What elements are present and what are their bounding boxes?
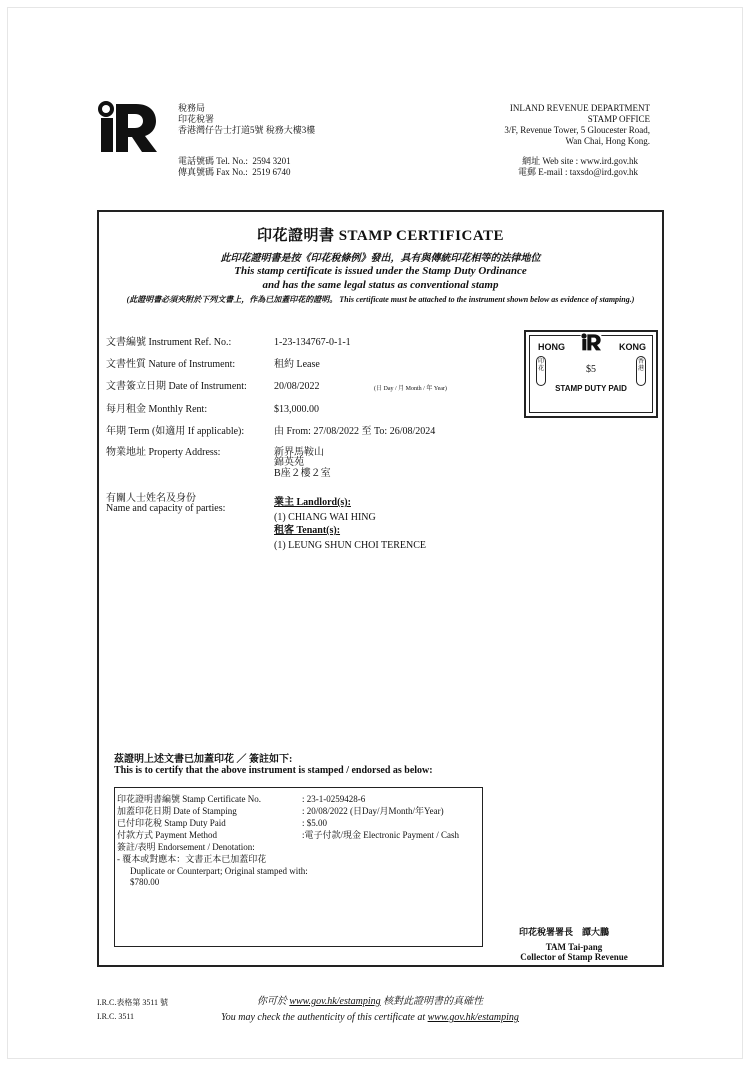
estamping-link-cn[interactable]: www.gov.hk/estamping bbox=[289, 996, 381, 1007]
certify-statement-cn: 茲證明上述文書已加蓋印花 ／ 簽註如下: bbox=[114, 754, 293, 765]
dept-en-line-1: INLAND REVENUE DEPARTMENT bbox=[509, 103, 650, 113]
dept-cn-line-2: 印花稅署 bbox=[178, 114, 215, 124]
field-label-nature: 文書性質 Nature of Instrument: bbox=[106, 359, 236, 370]
fax-label: 傳真號碼 Fax No.: bbox=[178, 167, 248, 177]
field-value-rent: $13,000.00 bbox=[274, 404, 319, 415]
field-value-address bbox=[274, 446, 331, 480]
landlord-1: (1) CHIANG WAI HING bbox=[274, 512, 376, 523]
address-en-line-1: 3/F, Revenue Tower, 5 Gloucester Road, bbox=[504, 125, 650, 135]
estamping-link-en[interactable]: www.gov.hk/estamping bbox=[427, 1012, 519, 1023]
address-line-2: 錦英苑 bbox=[274, 457, 304, 468]
stamp-certificate-box bbox=[97, 210, 664, 967]
parties-label-cn: 有關人士姓名及身份 bbox=[106, 493, 196, 504]
field-value-ref-no: 1-23-134767-0-1-1 bbox=[274, 337, 351, 348]
certificate-subtitle-en-2: and has the same legal status as conventional stamp bbox=[262, 279, 499, 291]
web-line: 網址 Web site : www.ird.gov.hk bbox=[522, 156, 638, 166]
address-cn: 香港灣仔告士打道5號 稅務大樓3樓 bbox=[178, 125, 316, 135]
field-value-nature: 租約 Lease bbox=[274, 359, 320, 370]
attach-note-en: This certificate must be attached to the instrument shown below as evidence of stamping.) bbox=[337, 295, 635, 304]
certificate-title: 印花證明書 STAMP CERTIFICATE bbox=[256, 228, 505, 244]
endorsement-line-1: - 覆本或對應本：文書正本已加蓋印花 bbox=[117, 854, 267, 864]
stamp-seal-right: 香港 bbox=[636, 356, 646, 386]
address-line-1: 新界馬鞍山 bbox=[274, 447, 324, 458]
verify-note-en bbox=[180, 1011, 560, 1025]
landlord-label: 業主 Landlord(s): bbox=[274, 497, 351, 508]
field-label-rent: 每月租金 Monthly Rent: bbox=[106, 404, 208, 415]
stamp-value: $5 bbox=[586, 364, 596, 375]
tenant-label: 租客 Tenant(s): bbox=[274, 525, 341, 536]
detail-label-cert-no: 印花證明書編號 Stamp Certificate No. bbox=[117, 794, 261, 804]
signer-title: Collector of Stamp Revenue bbox=[520, 952, 628, 962]
stamp-paid-label: STAMP DUTY PAID bbox=[555, 384, 627, 393]
tel-value: 2594 3201 bbox=[252, 156, 291, 166]
fax-value: 2519 6740 bbox=[252, 167, 291, 177]
form-number-en: I.R.C. 3511 bbox=[97, 1012, 135, 1021]
stamp-seal-left: 印花 bbox=[536, 356, 546, 386]
dept-cn-line-1: 稅務局 bbox=[178, 103, 206, 113]
detail-label-duty: 已付印花稅 Stamp Duty Paid bbox=[117, 818, 226, 828]
ird-logo bbox=[96, 100, 158, 154]
verify-note-cn-suffix: 核對此證明書的真確性 bbox=[380, 996, 484, 1007]
field-label-address: 物業地址 Property Address: bbox=[106, 447, 221, 458]
endorsement-line-3: $780.00 bbox=[130, 877, 160, 887]
stamp-ird-logo-icon bbox=[580, 333, 602, 351]
detail-value-cert-no: : 23-1-0259428-6 bbox=[302, 794, 366, 804]
stamp-kong: KONG bbox=[619, 342, 646, 352]
detail-label-payment: 付款方式 Payment Method bbox=[117, 830, 217, 840]
attach-note-cn: (此證明書必須夾附於下列文書上，作為已加蓋印花的證明。 bbox=[126, 295, 338, 304]
contact-phones bbox=[178, 156, 291, 178]
verify-note-en-prefix: You may check the authenticity of this certificate at bbox=[221, 1012, 428, 1023]
date-format-hint: (日 Day / 月 Month / 年 Year) bbox=[374, 386, 447, 392]
certificate-subtitle-en-1: This stamp certificate is issued under the Stamp Duty Ordinance bbox=[234, 265, 527, 277]
email-line: 電郵 E-mail : taxsdo@ird.gov.hk bbox=[518, 167, 638, 177]
detail-label-date: 加蓋印花日期 Date of Stamping bbox=[117, 806, 237, 816]
signer-name: TAM Tai-pang bbox=[545, 942, 603, 952]
stamping-details-box bbox=[114, 787, 483, 947]
contact-web bbox=[470, 156, 638, 178]
verify-note-cn bbox=[180, 995, 560, 1009]
address-en-line-2: Wan Chai, Hong Kong. bbox=[565, 136, 650, 146]
endorsement-label: 簽註/表明 Endorsement / Denotation: bbox=[117, 842, 255, 852]
field-label-ref-no: 文書編號 Instrument Ref. No.: bbox=[106, 337, 232, 348]
detail-value-duty: : $5.00 bbox=[302, 818, 328, 828]
address-line-3: B座２樓２室 bbox=[274, 468, 331, 479]
certify-statement-en: This is to certify that the above instrument is stamped / endorsed as below: bbox=[114, 765, 433, 776]
form-number-cn: I.R.C.表格第 3511 號 bbox=[97, 998, 169, 1007]
parties-values bbox=[274, 496, 426, 552]
dept-en-line-2: STAMP OFFICE bbox=[587, 114, 650, 124]
verify-note-cn-prefix: 你可於 bbox=[256, 996, 290, 1007]
detail-value-payment: :電子付款/現金 Electronic Payment / Cash bbox=[302, 830, 459, 840]
field-value-date: 20/08/2022 bbox=[274, 381, 320, 392]
endorsement-line-2: Duplicate or Counterpart; Original stamped with: bbox=[130, 866, 308, 876]
header-dept-cn bbox=[178, 103, 315, 136]
field-label-term: 年期 Term (如適用 If applicable): bbox=[106, 426, 245, 437]
header-dept-en bbox=[470, 103, 650, 147]
tel-label: 電話號碼 Tel. No.: bbox=[178, 156, 248, 166]
parties-label bbox=[106, 492, 225, 515]
certificate-attach-note bbox=[99, 294, 662, 305]
certificate-subtitle-cn: 此印花證明書是按《印花稅條例》發出，具有與傳統印花相等的法律地位 bbox=[220, 253, 541, 264]
stamp-duty-paid-stamp bbox=[524, 330, 658, 418]
signer-cn: 印花稅署署長 譚大鵬 bbox=[519, 927, 610, 937]
field-label-date: 文書簽立日期 Date of Instrument: bbox=[106, 381, 247, 392]
field-value-term: 由 From: 27/08/2022 至 To: 26/08/2024 bbox=[274, 426, 436, 437]
detail-value-date: : 20/08/2022 (日Day/月Month/年Year) bbox=[302, 806, 444, 816]
tenant-1: (1) LEUNG SHUN CHOI TERENCE bbox=[274, 540, 427, 551]
parties-label-en: Name and capacity of parties: bbox=[106, 503, 226, 514]
stamp-hong: HONG bbox=[538, 342, 565, 352]
